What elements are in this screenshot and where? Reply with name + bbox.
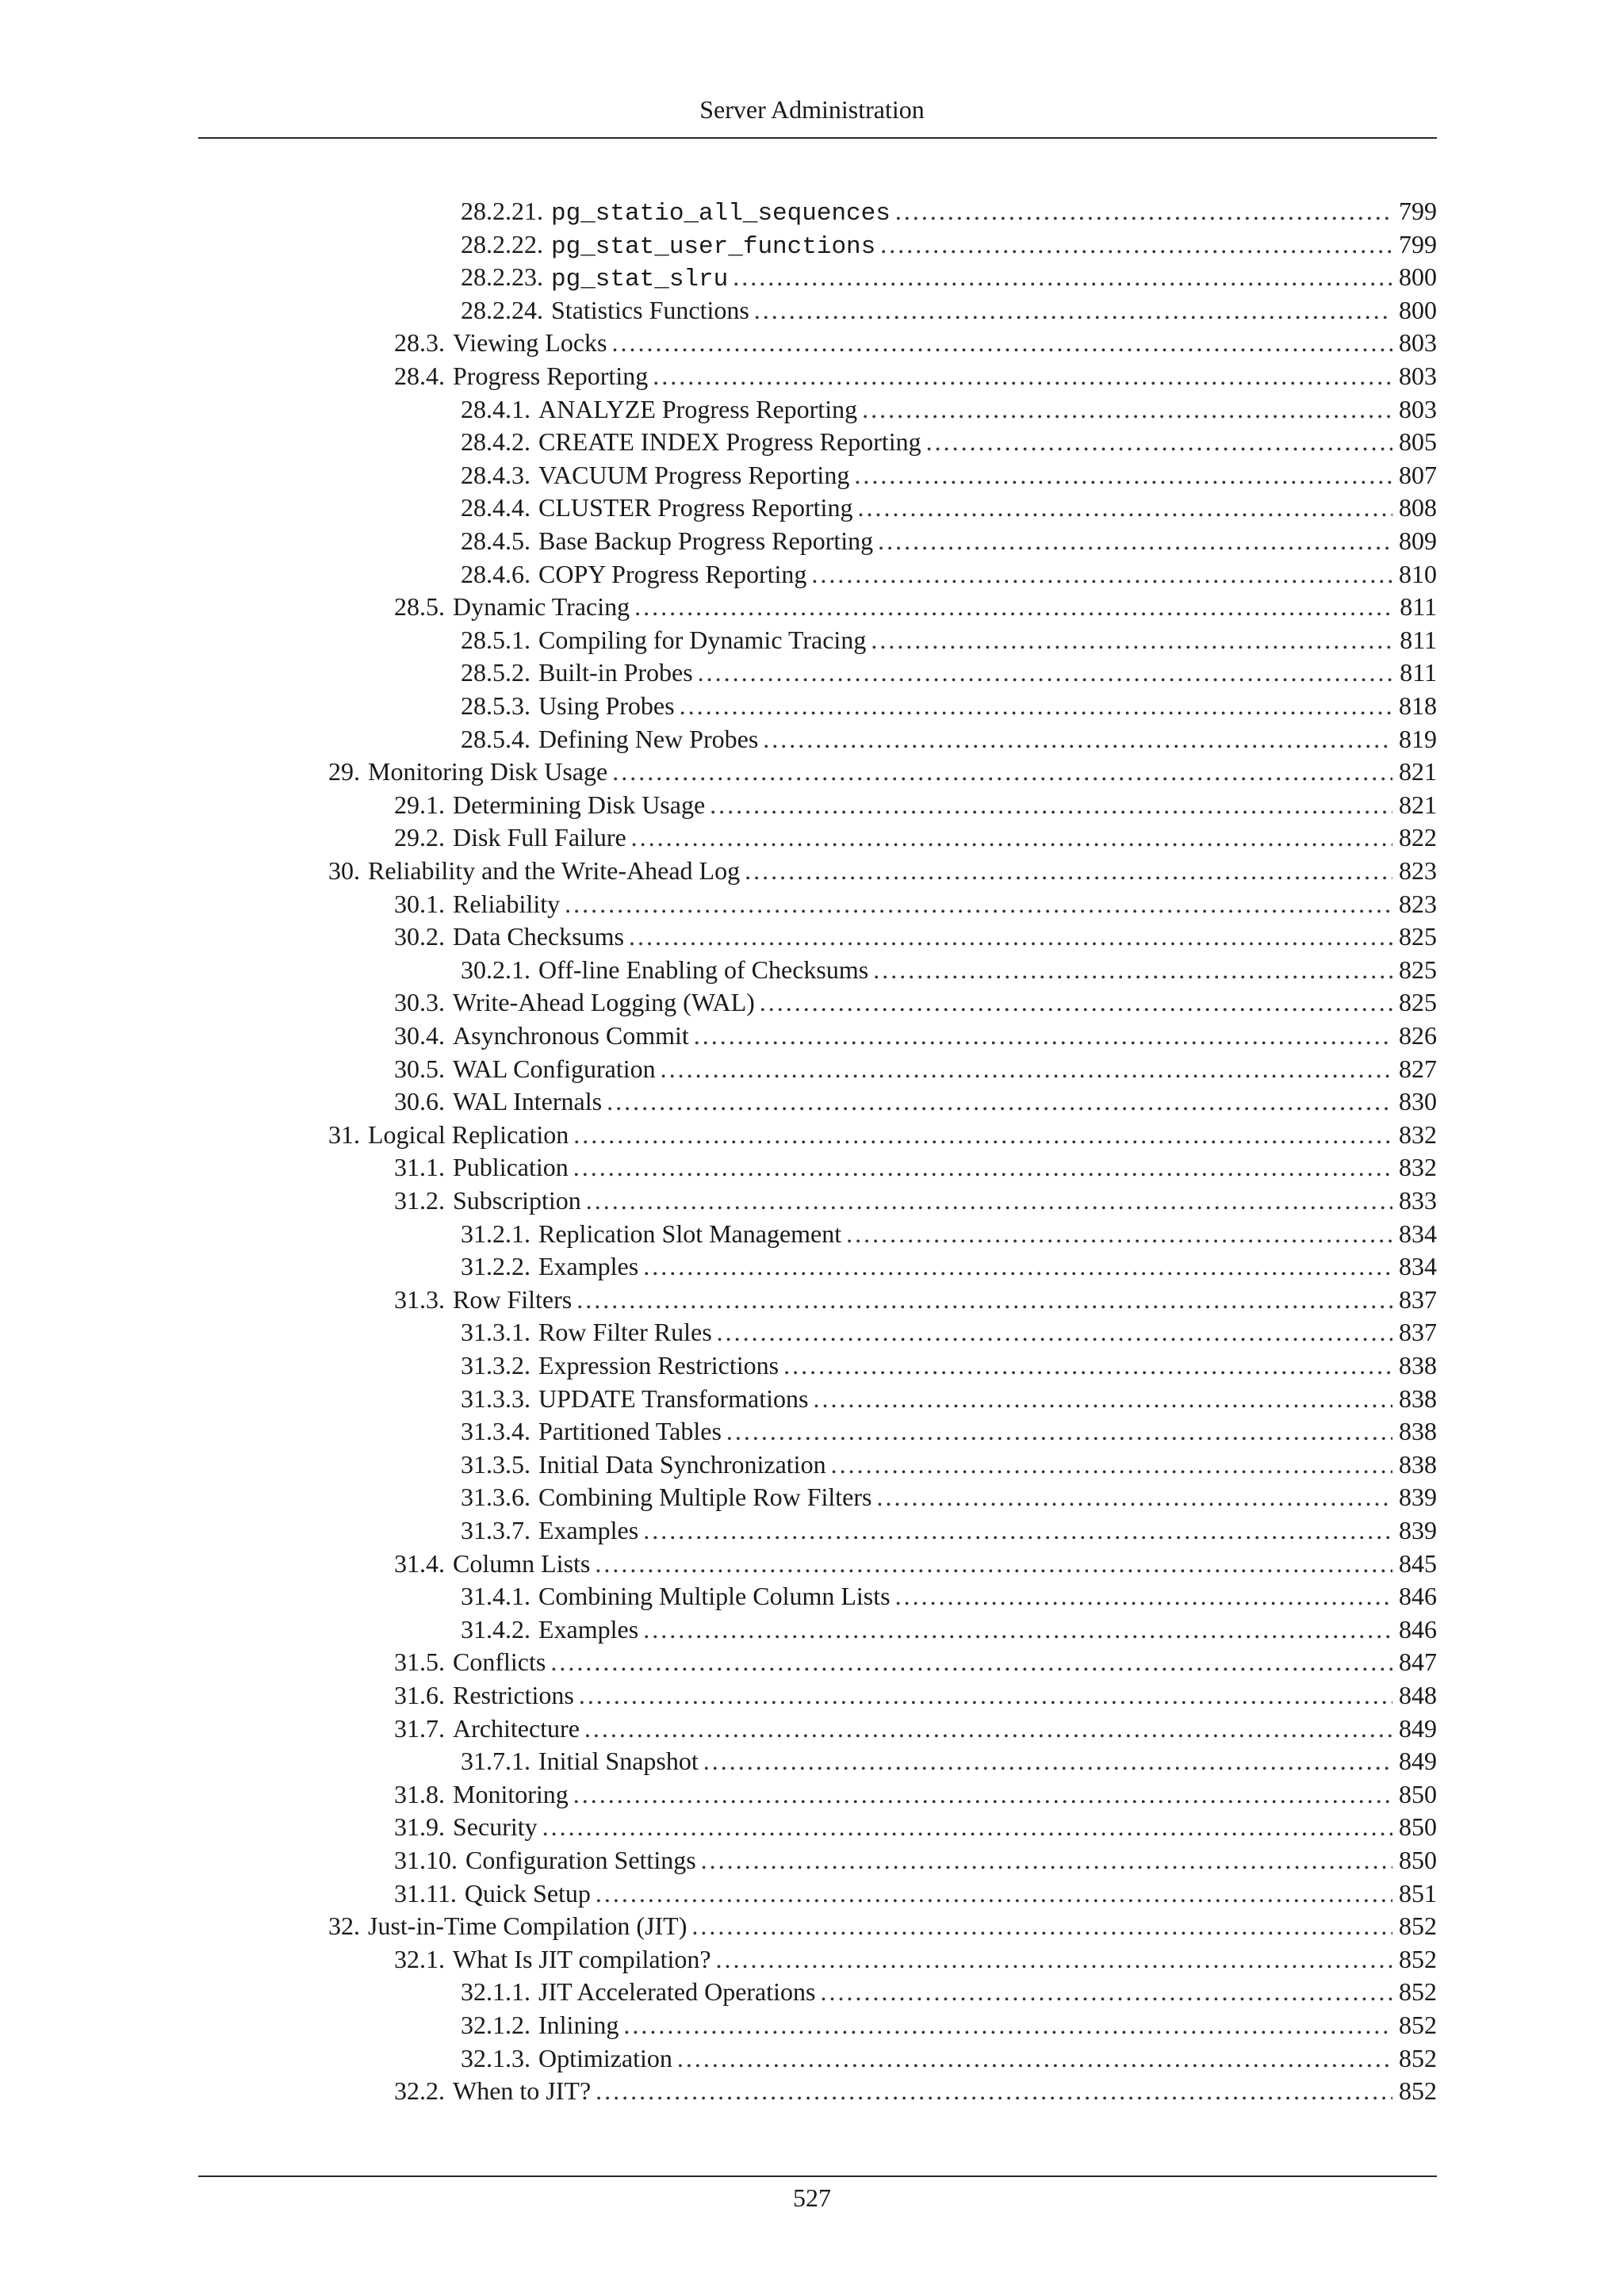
toc-dot-leader bbox=[569, 1119, 1392, 1152]
toc-entry-title[interactable]: Write-Ahead Logging (WAL) bbox=[453, 988, 755, 1017]
toc-entry[interactable] bbox=[394, 1943, 1437, 1976]
toc-dot-leader bbox=[560, 888, 1392, 921]
toc-entry-page: 838 bbox=[1399, 1383, 1437, 1413]
toc-entry-number: 30.2.1. bbox=[461, 955, 530, 984]
toc-entry[interactable] bbox=[461, 1448, 1437, 1482]
toc-entry-title[interactable]: Initial Data Synchronization bbox=[538, 1449, 826, 1479]
toc-entry[interactable] bbox=[394, 1844, 1437, 1877]
toc-entry[interactable] bbox=[394, 1712, 1437, 1746]
toc-entry-page: 807 bbox=[1399, 460, 1437, 489]
toc-entry-number: 31.4.2. bbox=[461, 1614, 530, 1644]
toc-entry-number: 28.4.1. bbox=[461, 394, 530, 423]
toc-entry-page: 827 bbox=[1399, 1054, 1437, 1083]
toc-entry[interactable] bbox=[328, 1910, 1437, 1943]
toc-dot-leader bbox=[849, 459, 1392, 492]
toc-entry-title[interactable]: JIT Accelerated Operations bbox=[538, 1977, 816, 2007]
toc-entry-number: 28.3. bbox=[394, 328, 445, 358]
toc-entry[interactable] bbox=[461, 1316, 1437, 1349]
toc-entry[interactable] bbox=[461, 1613, 1437, 1647]
toc-entry-page: 846 bbox=[1399, 1614, 1437, 1644]
toc-entry-page: 849 bbox=[1399, 1747, 1437, 1776]
toc-entry-title[interactable]: COPY Progress Reporting bbox=[538, 559, 807, 588]
toc-entry-page: 850 bbox=[1399, 1779, 1437, 1808]
toc-entry-title[interactable]: Examples bbox=[538, 1516, 639, 1544]
toc-entry-title[interactable]: pg_statio_all_sequences bbox=[551, 200, 891, 228]
toc-entry-page: 819 bbox=[1399, 724, 1437, 753]
toc-entry-title[interactable]: Monitoring Disk Usage bbox=[368, 757, 608, 786]
toc-entry-page: 834 bbox=[1399, 1219, 1437, 1248]
toc-entry-title[interactable]: Expression Restrictions bbox=[538, 1351, 779, 1380]
toc-entry-page: 838 bbox=[1399, 1417, 1437, 1446]
toc-dot-leader bbox=[815, 1976, 1392, 2009]
toc-entry-number: 28.5.1. bbox=[461, 625, 530, 654]
toc-entry-number: 31. bbox=[328, 1119, 360, 1149]
toc-entry[interactable] bbox=[394, 360, 1437, 393]
toc-entry[interactable] bbox=[461, 690, 1437, 723]
toc-entry-number: 30.4. bbox=[394, 1021, 445, 1050]
toc-entry-page: 837 bbox=[1399, 1318, 1437, 1347]
toc-entry[interactable] bbox=[461, 393, 1437, 427]
toc-entry-title[interactable]: Logical Replication bbox=[368, 1119, 569, 1149]
toc-entry-number: 28.2.23. bbox=[461, 262, 543, 292]
toc-entry-title[interactable]: Configuration Settings bbox=[465, 1846, 696, 1874]
toc-dot-leader bbox=[689, 1020, 1392, 1053]
toc-entry-title[interactable]: WAL Configuration bbox=[453, 1054, 656, 1083]
toc-entry[interactable] bbox=[394, 1053, 1437, 1086]
toc-dot-leader bbox=[624, 920, 1392, 954]
toc-entry-number: 30.2. bbox=[394, 922, 445, 951]
toc-entry-page: 799 bbox=[1399, 197, 1437, 225]
toc-entry-number: 31.3.5. bbox=[461, 1449, 530, 1479]
toc-entry[interactable] bbox=[461, 525, 1437, 558]
toc-dot-leader bbox=[712, 1316, 1392, 1349]
toc-entry[interactable] bbox=[394, 1184, 1437, 1218]
toc-entry-title[interactable]: Progress Reporting bbox=[453, 362, 649, 390]
toc-entry-number: 31.11. bbox=[394, 1878, 457, 1908]
toc-entry-title[interactable]: Dynamic Tracing bbox=[453, 592, 630, 622]
toc-entry-number: 28.2.22. bbox=[461, 229, 543, 258]
toc-dot-leader bbox=[868, 954, 1392, 987]
toc-entry-title[interactable]: What Is JIT compilation? bbox=[453, 1944, 711, 1973]
toc-entry-number: 31.8. bbox=[394, 1779, 445, 1808]
toc-entry-number: 31.7. bbox=[394, 1713, 445, 1743]
toc-dot-leader bbox=[711, 1943, 1392, 1976]
toc-entry-title[interactable]: Data Checksums bbox=[453, 922, 624, 951]
toc-dot-leader bbox=[602, 1085, 1392, 1119]
toc-entry[interactable] bbox=[394, 1020, 1437, 1053]
toc-dot-leader bbox=[675, 690, 1392, 723]
toc-entry-number: 30. bbox=[328, 856, 360, 885]
toc-entry[interactable] bbox=[461, 1481, 1437, 1514]
toc-entry[interactable] bbox=[394, 1548, 1437, 1581]
toc-entry-title[interactable]: Examples bbox=[538, 1252, 639, 1281]
toc-entry-number: 28.4. bbox=[394, 362, 445, 390]
toc-dot-leader bbox=[574, 1679, 1392, 1712]
toc-entry-page: 810 bbox=[1399, 559, 1437, 588]
toc-entry-number: 31.3.3. bbox=[461, 1383, 530, 1413]
toc-dot-leader bbox=[841, 1218, 1392, 1251]
toc-entry-number: 31.2. bbox=[394, 1186, 445, 1215]
toc-dot-leader bbox=[546, 1646, 1392, 1679]
toc-entry-title[interactable]: Reliability and the Write-Ahead Log bbox=[368, 856, 741, 885]
toc-dot-leader bbox=[619, 2009, 1392, 2042]
toc-entry[interactable] bbox=[461, 1745, 1437, 1778]
toc-entry-title[interactable]: Combining Multiple Column Lists bbox=[538, 1582, 891, 1611]
toc-entry[interactable] bbox=[394, 591, 1437, 624]
toc-dot-leader bbox=[672, 2042, 1392, 2076]
toc-dot-leader bbox=[728, 261, 1392, 294]
toc-entry[interactable] bbox=[461, 426, 1437, 459]
toc-entry-title[interactable]: Using Probes bbox=[538, 691, 675, 720]
toc-dot-leader bbox=[857, 393, 1392, 427]
toc-entry[interactable] bbox=[461, 2009, 1437, 2042]
toc-entry[interactable] bbox=[461, 624, 1437, 657]
toc-entry-title[interactable]: Inlining bbox=[538, 2011, 619, 2039]
toc-entry-number: 31.3.4. bbox=[461, 1417, 530, 1446]
toc-entry-title[interactable]: CLUSTER Progress Reporting bbox=[538, 493, 853, 522]
toc-entry-page: 825 bbox=[1399, 955, 1437, 984]
toc-entry-title[interactable]: Base Backup Progress Reporting bbox=[538, 526, 874, 555]
toc-entry-number: 28.5. bbox=[394, 592, 445, 622]
toc-entry-title[interactable]: pg_stat_user_functions bbox=[551, 232, 876, 261]
toc-dot-leader bbox=[740, 855, 1392, 888]
toc-entry[interactable] bbox=[461, 294, 1437, 327]
toc-entry-page: 852 bbox=[1399, 1911, 1437, 1941]
toc-entry-number: 32. bbox=[328, 1911, 360, 1941]
toc-entry[interactable] bbox=[461, 492, 1437, 525]
toc-entry-number: 32.1. bbox=[394, 1944, 445, 1973]
page-header-title: Server Administration bbox=[699, 95, 925, 124]
toc-entry[interactable] bbox=[461, 1415, 1437, 1448]
toc-entry[interactable] bbox=[394, 986, 1437, 1020]
toc-dot-leader bbox=[921, 426, 1392, 459]
toc-entry-page: 850 bbox=[1399, 1812, 1437, 1842]
toc-entry-number: 31.10. bbox=[394, 1846, 458, 1874]
toc-entry-page: 851 bbox=[1399, 1878, 1437, 1908]
toc-entry-title[interactable]: Combining Multiple Row Filters bbox=[538, 1483, 872, 1512]
toc-dot-leader bbox=[891, 1580, 1392, 1613]
toc-entry-page: 803 bbox=[1399, 394, 1437, 423]
toc-entry[interactable] bbox=[394, 1679, 1437, 1712]
toc-entry[interactable] bbox=[461, 1383, 1437, 1416]
toc-dot-leader bbox=[638, 1514, 1392, 1548]
page-number: 527 bbox=[793, 2183, 831, 2212]
toc-entry-title[interactable]: Architecture bbox=[453, 1713, 580, 1743]
toc-entry-title[interactable]: Row Filters bbox=[453, 1284, 573, 1314]
toc-entry-title[interactable]: VACUUM Progress Reporting bbox=[538, 460, 850, 489]
toc-entry-page: 825 bbox=[1399, 922, 1437, 951]
toc-dot-leader bbox=[580, 1712, 1392, 1746]
toc-entry[interactable] bbox=[394, 1646, 1437, 1679]
toc-dot-leader bbox=[866, 624, 1392, 657]
toc-entry-title[interactable]: When to JIT? bbox=[453, 2076, 592, 2106]
toc-entry-title[interactable]: Off-line Enabling of Checksums bbox=[538, 955, 869, 984]
toc-entry[interactable] bbox=[328, 756, 1437, 789]
toc-entry-number: 32.1.2. bbox=[461, 2011, 530, 2039]
toc-entry-title[interactable]: pg_stat_slru bbox=[551, 266, 729, 294]
toc-entry[interactable] bbox=[394, 789, 1437, 822]
toc-entry-number: 31.2.2. bbox=[461, 1252, 530, 1281]
toc-dot-leader bbox=[696, 1844, 1392, 1877]
toc-dot-leader bbox=[591, 1877, 1392, 1911]
toc-entry-title[interactable]: Reliability bbox=[453, 889, 561, 918]
toc-entry[interactable] bbox=[394, 821, 1437, 855]
toc-entry-page: 850 bbox=[1399, 1846, 1437, 1874]
toc-entry-title[interactable]: Subscription bbox=[453, 1186, 581, 1215]
toc-entry-number: 28.5.3. bbox=[461, 691, 530, 720]
toc-entry-number: 28.4.6. bbox=[461, 559, 530, 588]
toc-entry[interactable] bbox=[461, 1514, 1437, 1548]
toc-entry-page: 825 bbox=[1399, 988, 1437, 1017]
toc-entry-number: 31.9. bbox=[394, 1812, 445, 1842]
toc-entry-number: 31.6. bbox=[394, 1681, 445, 1709]
toc-dot-leader bbox=[538, 1811, 1392, 1844]
toc-entry-number: 31.2.1. bbox=[461, 1219, 530, 1248]
toc-entry-page: 823 bbox=[1399, 889, 1437, 918]
toc-entry-page: 821 bbox=[1399, 757, 1437, 786]
toc-entry[interactable] bbox=[394, 1085, 1437, 1119]
toc-entry[interactable] bbox=[461, 228, 1437, 262]
toc-entry-page: 809 bbox=[1399, 526, 1437, 555]
toc-dot-leader bbox=[875, 228, 1392, 262]
toc-entry-page: 800 bbox=[1399, 295, 1437, 324]
toc-entry-title[interactable]: Disk Full Failure bbox=[453, 823, 626, 852]
toc-entry-number: 32.2. bbox=[394, 2076, 445, 2106]
toc-entry-page: 852 bbox=[1399, 2043, 1437, 2072]
toc-dot-leader bbox=[687, 1910, 1392, 1943]
toc-dot-leader bbox=[758, 723, 1392, 756]
toc-entry-page: 838 bbox=[1399, 1449, 1437, 1479]
toc-entry-page: 803 bbox=[1399, 328, 1437, 358]
toc-dot-leader bbox=[873, 525, 1392, 558]
toc-entry-page: 852 bbox=[1399, 2011, 1437, 2039]
toc-entry-number: 31.3.6. bbox=[461, 1483, 530, 1512]
toc-entry-number: 28.5.4. bbox=[461, 724, 530, 753]
toc-dot-leader bbox=[638, 1250, 1392, 1284]
toc-dot-leader bbox=[755, 986, 1392, 1020]
toc-dot-leader bbox=[891, 195, 1392, 228]
toc-dot-leader bbox=[630, 591, 1392, 624]
toc-entry-page: 832 bbox=[1399, 1119, 1437, 1149]
toc-dot-leader bbox=[656, 1053, 1392, 1086]
toc-entry-number: 30.3. bbox=[394, 988, 445, 1017]
toc-dot-leader bbox=[607, 756, 1392, 789]
toc-entry-page: 852 bbox=[1399, 1944, 1437, 1973]
toc-entry-title[interactable]: Statistics Functions bbox=[551, 295, 749, 324]
toc-entry-title[interactable]: Quick Setup bbox=[464, 1878, 591, 1908]
toc-entry-number: 30.5. bbox=[394, 1054, 445, 1083]
toc-entry-number: 31.1. bbox=[394, 1153, 445, 1182]
toc-entry-number: 31.3.2. bbox=[461, 1351, 530, 1380]
toc-entry-number: 31.3.7. bbox=[461, 1516, 530, 1544]
toc-entry-title[interactable]: Partitioned Tables bbox=[538, 1417, 722, 1446]
toc-entry-page: 811 bbox=[1400, 592, 1437, 622]
footer-divider bbox=[198, 2175, 1437, 2177]
toc-entry-title[interactable]: Conflicts bbox=[453, 1647, 546, 1677]
toc-entry-page: 826 bbox=[1399, 1021, 1437, 1050]
toc-entry[interactable] bbox=[461, 1349, 1437, 1383]
toc-entry-number: 28.4.3. bbox=[461, 460, 530, 489]
toc-entry-title[interactable]: Restrictions bbox=[453, 1681, 574, 1709]
toc-entry[interactable] bbox=[461, 459, 1437, 492]
toc-entry-page: 803 bbox=[1399, 362, 1437, 390]
toc-dot-leader bbox=[806, 558, 1392, 591]
toc-dot-leader bbox=[826, 1448, 1392, 1482]
toc-entry-title[interactable]: Optimization bbox=[538, 2043, 672, 2072]
toc-entry[interactable] bbox=[328, 855, 1437, 888]
toc-dot-leader bbox=[591, 2075, 1392, 2108]
toc-entry-page: 848 bbox=[1399, 1681, 1437, 1709]
toc-entry[interactable] bbox=[461, 954, 1437, 987]
toc-entry-title[interactable]: Replication Slot Management bbox=[538, 1219, 842, 1248]
toc-dot-leader bbox=[581, 1184, 1392, 1218]
toc-dot-leader bbox=[638, 1613, 1392, 1647]
toc-entry[interactable] bbox=[394, 888, 1437, 921]
toc-entry-number: 28.4.2. bbox=[461, 427, 530, 457]
toc-entry-number: 28.4.5. bbox=[461, 526, 530, 555]
toc-entry-title[interactable]: WAL Internals bbox=[453, 1087, 603, 1116]
toc-entry-page: 845 bbox=[1399, 1548, 1437, 1578]
toc-entry-page: 846 bbox=[1399, 1582, 1437, 1611]
toc-entry[interactable] bbox=[394, 327, 1437, 360]
toc-entry-page: 830 bbox=[1399, 1087, 1437, 1116]
toc-entry-title[interactable]: Just-in-Time Compilation (JIT) bbox=[368, 1911, 688, 1941]
toc-entry[interactable] bbox=[461, 558, 1437, 591]
toc-entry-title[interactable]: Built-in Probes bbox=[538, 658, 693, 687]
toc-dot-leader bbox=[871, 1481, 1392, 1514]
toc-entry-number: 28.5.2. bbox=[461, 658, 530, 687]
toc-entry-number: 31.3.1. bbox=[461, 1318, 530, 1347]
toc-dot-leader bbox=[808, 1383, 1392, 1416]
toc-entry-title[interactable]: Publication bbox=[453, 1153, 569, 1182]
toc-entry[interactable] bbox=[394, 1877, 1437, 1911]
toc-entry-title[interactable]: Monitoring bbox=[453, 1779, 569, 1808]
toc-entry-title[interactable]: ANALYZE Progress Reporting bbox=[538, 394, 858, 423]
toc-entry-number: 30.1. bbox=[394, 889, 445, 918]
toc-dot-leader bbox=[569, 1151, 1392, 1184]
toc-entry-page: 808 bbox=[1399, 493, 1437, 522]
toc-entry-number: 28.2.21. bbox=[461, 197, 543, 225]
toc-entry-number: 31.4.1. bbox=[461, 1582, 530, 1611]
toc-entry[interactable] bbox=[461, 195, 1437, 228]
toc-entry-title[interactable]: Column Lists bbox=[453, 1548, 591, 1578]
toc-entry-number: 32.1.1. bbox=[461, 1977, 530, 2007]
toc-dot-leader bbox=[648, 360, 1392, 393]
toc-entry[interactable] bbox=[461, 723, 1437, 756]
toc-entry[interactable] bbox=[461, 1250, 1437, 1284]
toc-entry-page: 839 bbox=[1399, 1516, 1437, 1544]
toc-entry-title[interactable]: UPDATE Transformations bbox=[538, 1383, 809, 1413]
toc-dot-leader bbox=[722, 1415, 1392, 1448]
toc-entry-number: 31.3. bbox=[394, 1284, 445, 1314]
toc-entry-page: 849 bbox=[1399, 1713, 1437, 1743]
toc-entry-number: 29.2. bbox=[394, 823, 445, 852]
toc-entry-title[interactable]: Initial Snapshot bbox=[538, 1747, 699, 1776]
toc-entry-page: 818 bbox=[1399, 691, 1437, 720]
toc-entry-page: 837 bbox=[1399, 1284, 1437, 1314]
toc-dot-leader bbox=[569, 1778, 1392, 1812]
toc-entry[interactable] bbox=[461, 1218, 1437, 1251]
toc-entry-page: 847 bbox=[1399, 1647, 1437, 1677]
toc-entry-title[interactable]: Security bbox=[453, 1812, 538, 1842]
toc-entry-number: 31.5. bbox=[394, 1647, 445, 1677]
toc-dot-leader bbox=[699, 1745, 1392, 1778]
toc-entry-page: 811 bbox=[1400, 625, 1437, 654]
toc-entry[interactable] bbox=[394, 1811, 1437, 1844]
toc-entry-page: 805 bbox=[1399, 427, 1437, 457]
toc-entry[interactable] bbox=[461, 261, 1437, 294]
toc-entry[interactable] bbox=[394, 1778, 1437, 1812]
toc-entry-page: 834 bbox=[1399, 1252, 1437, 1281]
toc-entry-number: 29.1. bbox=[394, 790, 445, 819]
toc-entry-title[interactable]: Defining New Probes bbox=[538, 724, 759, 753]
toc-dot-leader bbox=[607, 327, 1392, 360]
toc-entry[interactable] bbox=[394, 1151, 1437, 1184]
toc-entry-page: 811 bbox=[1400, 658, 1437, 687]
toc-entry-number: 29. bbox=[328, 757, 360, 786]
toc-entry-number: 28.4.4. bbox=[461, 493, 530, 522]
toc-entry[interactable] bbox=[394, 1284, 1437, 1317]
toc-entry-page: 839 bbox=[1399, 1483, 1437, 1512]
header-divider bbox=[198, 137, 1437, 139]
toc-entry-title[interactable]: CREATE INDEX Progress Reporting bbox=[538, 427, 921, 457]
toc-entry-title[interactable]: Row Filter Rules bbox=[538, 1318, 712, 1347]
toc-entry-page: 821 bbox=[1399, 790, 1437, 819]
toc-entry-page: 838 bbox=[1399, 1351, 1437, 1380]
toc-entry-number: 31.4. bbox=[394, 1548, 445, 1578]
toc-entry[interactable] bbox=[461, 2042, 1437, 2076]
toc-entry-title[interactable]: Asynchronous Commit bbox=[453, 1021, 689, 1050]
toc-dot-leader bbox=[852, 492, 1392, 525]
toc-entry[interactable] bbox=[461, 1976, 1437, 2009]
toc-dot-leader bbox=[693, 656, 1392, 690]
toc-entry-page: 832 bbox=[1399, 1153, 1437, 1182]
toc-entry-page: 852 bbox=[1399, 1977, 1437, 2007]
toc-entry-number: 28.2.24. bbox=[461, 295, 543, 324]
toc-entry-title[interactable]: Determining Disk Usage bbox=[453, 790, 706, 819]
toc-entry[interactable] bbox=[328, 1119, 1437, 1152]
toc-entry-title[interactable]: Examples bbox=[538, 1614, 639, 1644]
toc-entry-page: 822 bbox=[1399, 823, 1437, 852]
toc-entry-title[interactable]: Compiling for Dynamic Tracing bbox=[538, 625, 867, 654]
toc-entry-page: 800 bbox=[1399, 262, 1437, 292]
toc-entry-page: 852 bbox=[1399, 2076, 1437, 2106]
toc-dot-leader bbox=[626, 821, 1392, 855]
toc-dot-leader bbox=[749, 294, 1392, 327]
toc-entry[interactable] bbox=[394, 920, 1437, 954]
toc-entry-number: 32.1.3. bbox=[461, 2043, 530, 2072]
toc-entry-number: 30.6. bbox=[394, 1087, 445, 1116]
toc-entry-title[interactable]: Viewing Locks bbox=[453, 328, 607, 358]
toc-entry-page: 823 bbox=[1399, 856, 1437, 885]
toc-entry[interactable] bbox=[461, 1580, 1437, 1613]
toc-dot-leader bbox=[779, 1349, 1392, 1383]
toc-dot-leader bbox=[590, 1548, 1392, 1581]
toc-dot-leader bbox=[572, 1284, 1392, 1317]
toc-entry[interactable] bbox=[394, 2075, 1437, 2108]
toc-entry-page: 799 bbox=[1399, 229, 1437, 258]
toc-dot-leader bbox=[705, 789, 1392, 822]
toc-entry-number: 31.7.1. bbox=[461, 1747, 530, 1776]
toc-entry-page: 833 bbox=[1399, 1186, 1437, 1215]
toc-entry[interactable] bbox=[461, 656, 1437, 690]
